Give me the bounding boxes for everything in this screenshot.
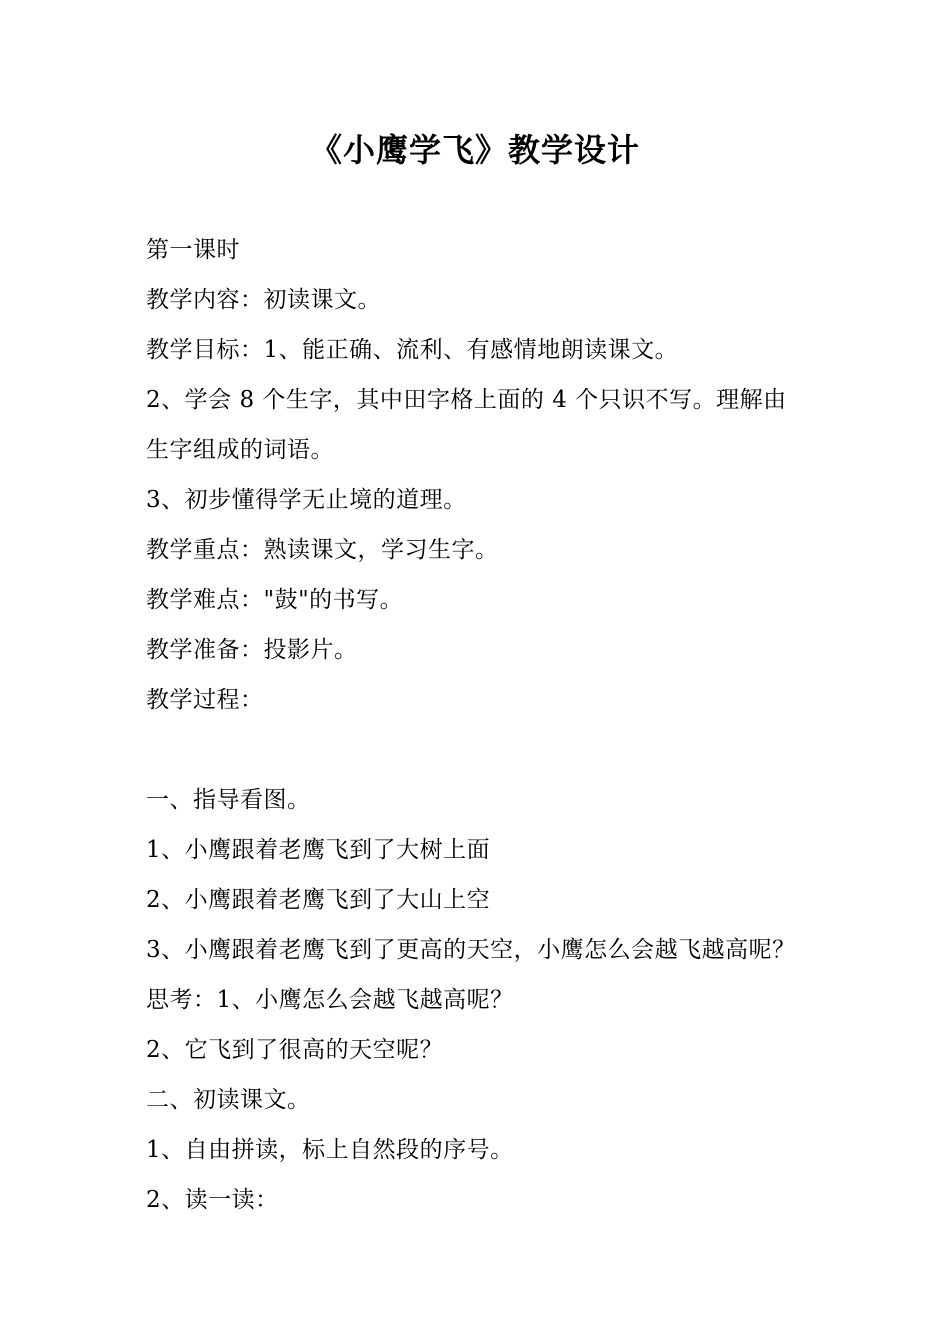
document-body bbox=[146, 225, 836, 1225]
blank-line bbox=[146, 725, 836, 775]
teaching-goal-2: 2、学会 8 个生字，其中田字格上面的 4 个只识不写。理解由 bbox=[146, 387, 787, 413]
teaching-goal-3: 3、初步懂得学无止境的道理。 bbox=[146, 487, 467, 513]
section-heading-first-reading: 二、初读课文。 bbox=[146, 1087, 311, 1113]
document-title: 《小鹰学飞》教学设计 bbox=[309, 131, 640, 169]
teaching-process-heading: 教学过程： bbox=[146, 687, 264, 713]
section-heading-picture-guide: 一、指导看图。 bbox=[146, 787, 311, 813]
teaching-key-point: 教学重点：熟读课文，学习生字。 bbox=[146, 537, 499, 563]
list-item: 2、小鹰跟着老鹰飞到了大山上空 bbox=[146, 887, 491, 913]
thinking-question-1: 思考：1、小鹰怎么会越飞越高呢？ bbox=[146, 987, 514, 1013]
thinking-question-2: 2、它飞到了很高的天空呢？ bbox=[146, 1037, 444, 1063]
teaching-difficulty: 教学难点："鼓"的书写。 bbox=[146, 587, 404, 613]
list-item: 3、小鹰跟着老鹰飞到了更高的天空，小鹰怎么会越飞越高呢？ bbox=[146, 937, 796, 963]
list-item: 2、读一读： bbox=[146, 1187, 279, 1213]
list-item: 1、小鹰跟着老鹰飞到了大树上面 bbox=[146, 837, 491, 863]
teaching-preparation: 教学准备：投影片。 bbox=[146, 637, 358, 663]
list-item: 1、自由拼读，标上自然段的序号。 bbox=[146, 1137, 514, 1163]
teaching-goal-1: 教学目标：1、能正确、流利、有感情地朗读课文。 bbox=[146, 337, 679, 363]
teaching-goal-2-continued: 生字组成的词语。 bbox=[146, 437, 334, 463]
section-heading-lesson: 第一课时 bbox=[146, 237, 240, 263]
teaching-content: 教学内容：初读课文。 bbox=[146, 287, 381, 313]
